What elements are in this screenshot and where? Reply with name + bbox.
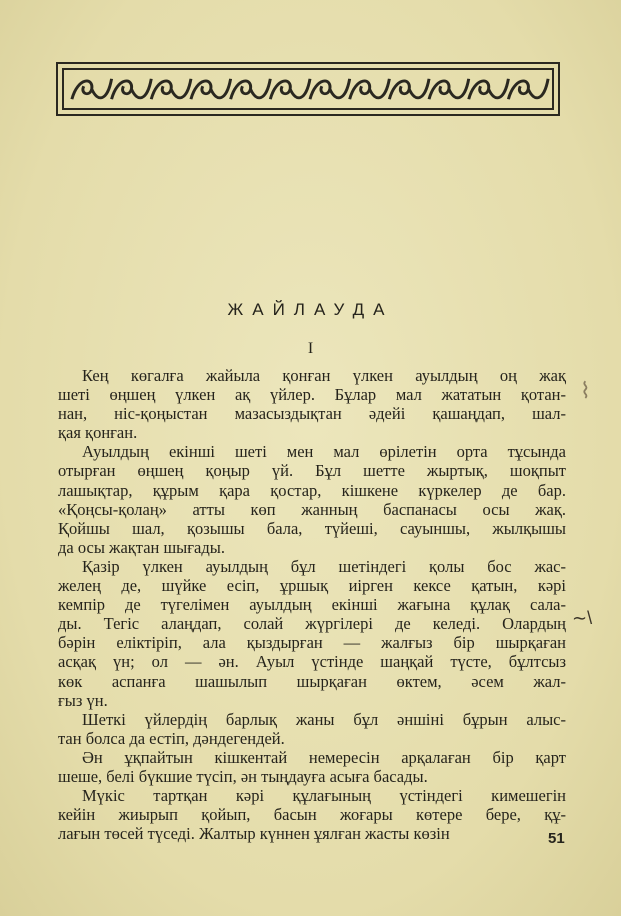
text-line: Қазір үлкен ауылдың бұл шетіндегі қолы бос жас-	[82, 556, 566, 576]
text-line: Қойшы шал, қозышы бала, түйеші, сауыншы, жылқышы	[58, 518, 566, 538]
text-line: ғыз үн.	[58, 690, 108, 710]
text-line: көк аспанға шашылып шырқаған өктем, әсем жал-	[58, 671, 566, 691]
body-text	[58, 366, 566, 843]
text-line: да осы жақтан шығады.	[58, 537, 225, 557]
text-line: шеті өңшең үлкен ақ үйлер. Бұлар мал жататын қотан-	[58, 385, 566, 405]
text-line: қая қонған.	[58, 423, 138, 443]
margin-pencil-mark: ⌇	[580, 378, 591, 403]
text-line: лағын төсей түседі. Жалтыр күннен ұялған жасты көзін	[58, 824, 450, 844]
chapter-title: ЖАЙЛАУДА	[227, 300, 394, 319]
section-number: I	[307, 340, 314, 357]
text-line: желең де, шүйке есіп, ұршық иірген кексе қатын, кәрі	[58, 576, 566, 596]
decorative-header-ornament	[56, 62, 560, 116]
text-line: «Қоңсы-қолаң» атты көп жанның баспанасы осы жақ.	[58, 499, 566, 519]
page-number: 51	[548, 830, 565, 847]
text-line: кейін жиырып қойып, басын жоғары көтере бере, құ-	[58, 805, 566, 825]
text-line: тан болса да естіп, дәндегендей.	[58, 728, 285, 748]
text-line: Шеткі үйлердің барлық жаны бұл әншіні бұрын алыс-	[82, 709, 566, 729]
margin-pencil-mark: ∼\	[572, 608, 593, 628]
text-line: кемпір де түгелімен ауылдың екінші жағына құлақ сала-	[58, 595, 566, 615]
text-line: Мүкіс тартқан кәрі құлағының үстіндегі кимешегін	[82, 786, 566, 806]
text-line: бәрін еліктіріп, ала қыздырған — жалғыз бір шырқаған	[58, 633, 566, 653]
text-line: отырған өңшең қоңыр үй. Бұл шетте жыртық, шоқпыт	[58, 461, 566, 481]
text-line: Ауылдың екінші шеті мен мал өрілетін орта тұсында	[82, 442, 566, 462]
scroll-pattern-icon	[58, 64, 558, 114]
text-line: лашықтар, құрым қара қостар, кішкене күркелер де бар.	[58, 480, 566, 500]
text-line: ды. Тегіс алаңдап, солай жүргілері де келеді. Олардың	[58, 614, 566, 634]
text-line: Кең көгалға жайыла қонған үлкен ауылдың оң жақ	[82, 366, 566, 385]
text-line: асқақ үн; ол — ән. Ауыл үстінде шаңқай түсте, бұлтсыз	[58, 652, 566, 672]
text-line: нан, ніс-қоңыстан мазасыздықтан әдейі қашаңдап, шал-	[58, 404, 566, 424]
text-line: Ән ұқпайтын кішкентай немересін арқалаған бір қарт	[82, 747, 566, 767]
text-line: шеше, белі бүкшие түсіп, ән тыңдауға асыға басады.	[58, 766, 428, 786]
